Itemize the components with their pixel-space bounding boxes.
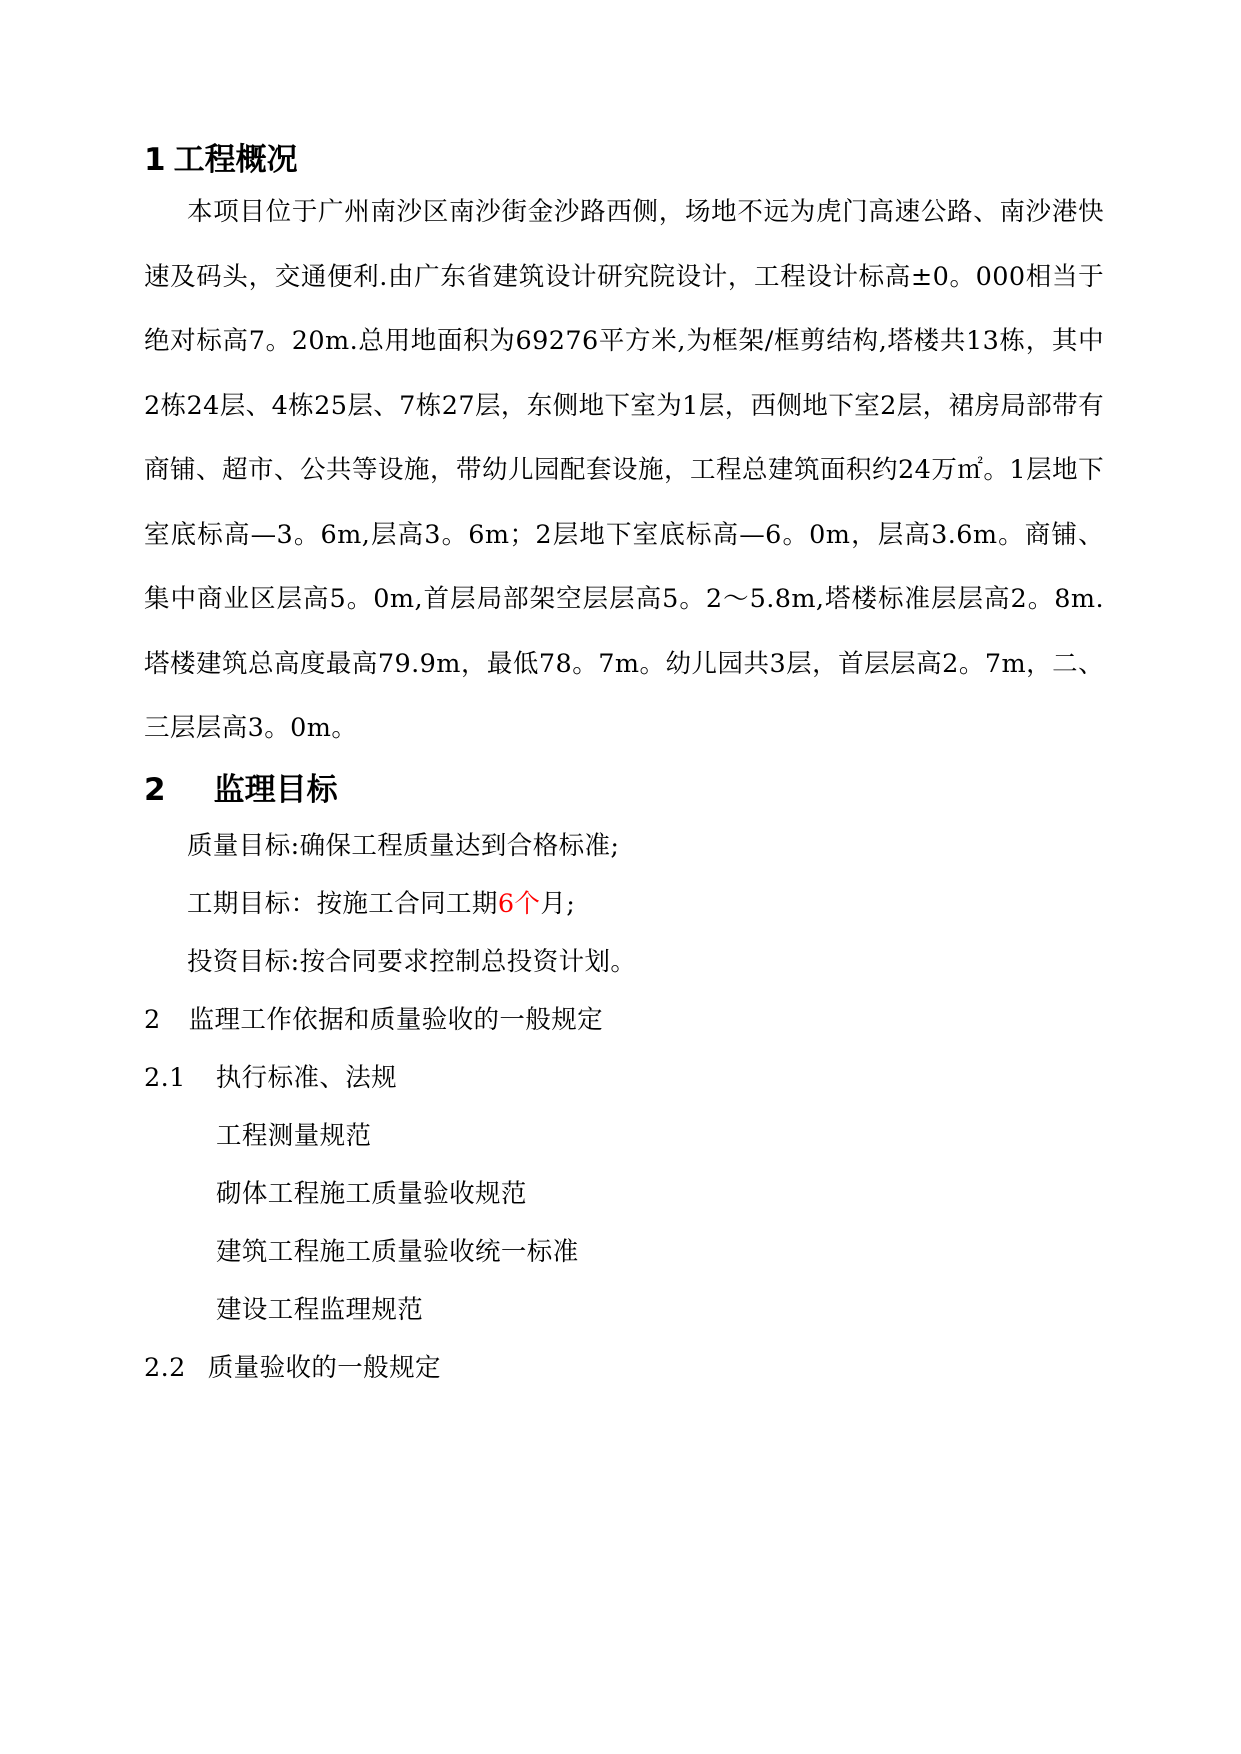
subsection-2-1-heading [144, 1061, 397, 1095]
section-1-title: 工程概况 [173, 142, 298, 178]
schedule-goal-value: 6个 [497, 889, 541, 919]
section-1-number: 1 [144, 142, 166, 178]
standard-item: 建设工程监理规范 [216, 1295, 424, 1325]
subsection-2-2-heading [144, 1351, 441, 1385]
schedule-goal-suffix: 月; [540, 889, 576, 919]
quality-goal: 质量目标:确保工程质量达到合格标准; [187, 831, 620, 861]
subsection-2-2-number: 2.2 [144, 1353, 186, 1383]
investment-goal: 投资目标:按合同要求控制总投资计划。 [187, 947, 637, 977]
subsection-2-1-title: 执行标准、法规 [215, 1063, 398, 1093]
section-1-heading [144, 140, 298, 180]
schedule-goal [187, 887, 575, 921]
section-2-heading [144, 770, 338, 810]
subsection-2-1-number: 2.1 [144, 1063, 186, 1093]
section-3-heading [144, 1003, 603, 1037]
subsection-2-2-title: 质量验收的一般规定 [207, 1353, 441, 1383]
section-3-title: 监理工作依据和质量验收的一般规定 [188, 1005, 604, 1035]
section-2-title: 监理目标 [213, 772, 338, 808]
schedule-goal-prefix: 工期目标：按施工合同工期 [187, 889, 498, 919]
standard-item: 工程测量规范 [216, 1121, 372, 1151]
section-3-number: 2 [144, 1005, 161, 1035]
standard-item: 建筑工程施工质量验收统一标准 [216, 1237, 579, 1267]
section-2-number: 2 [144, 772, 166, 808]
standard-item: 砌体工程施工质量验收规范 [216, 1179, 527, 1209]
section-1-body: 本项目位于广州南沙区南沙街金沙路西侧，场地不远为虎门高速公路、南沙港快速及码头，交通便利.由广东省建筑设计研究院设计，工程设计标高±0。000相当于绝对标高7。20m.总用地面积为69276平方米,为框架/框剪结构,塔楼共13栋，其中2栋24层、4栋25层、7栋27层，东侧地下室为1层，西侧地下室2层，裙房局部带有商铺、超市、公共等设施，带幼儿园配套设施，工程总建筑面积约24万㎡。1层地下室底标高—3。6m,层高3。6m；2层地下室底标高—6。0m，层高3.6m。商铺、集中商业区层高5。0m,首层局部架空层层高5。2～5.8m,塔楼标准层层高2。8m.塔楼建筑总高度最高79.9m，最低78。7m。幼儿园共3层，首层层高2。7m，二、三层层高3。0m。 [144, 197, 1104, 743]
